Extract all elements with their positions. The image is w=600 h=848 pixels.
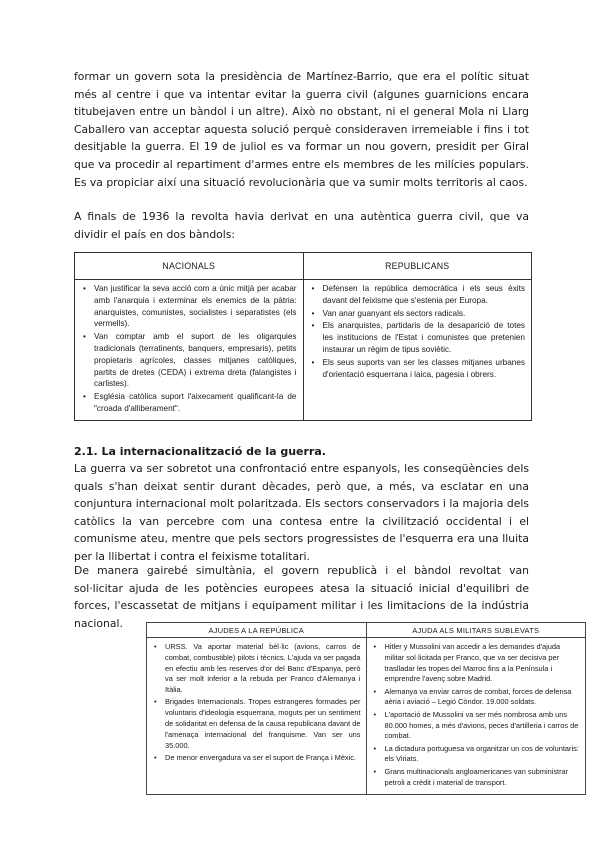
republica-cell [147, 638, 367, 795]
republicans-item: • Van anar guanyant els sectors radicals. [323, 308, 526, 320]
sublevats-cell [366, 638, 586, 795]
aid-table [146, 622, 586, 795]
nacionals-item: • Església catòlica suport l'aixecament qualificant-la de "croada d'alliberament". [94, 391, 297, 415]
section-paragraph-1: La guerra va ser sobretot una confrontació entre espanyols, les conseqüències dels quals s'han deixat sentir durant dècades, però que, a més, va esclatar en una conjuntura internacional molt polaritzada. Els sectors conservadors i la majoria dels catòlics la van percebre com una contesa entre la civilització occidental i el comunisme ateu, mentre que pels sectors progressistes de l'esquerra era una lluita per la llibertat i contra el feixisme totalitari. [74, 462, 529, 563]
republicans-item: • Els anarquistes, partidaris de la desaparició de totes les institucions de l'Estat i comunistes que pretenien instaurar un règim de tipus soviètic. [323, 320, 526, 355]
sublevats-item: • Hitler y Mussolini van accedir a les demandes d'ajuda militar sol·licitada per Franco, que va ser decisiva per traslladar les tropes del Marroc fins a la Península i emprendre l'avenç sobre Madrid. [385, 642, 581, 685]
sublevats-item: • Grans multinacionals angloamericanes van subministrar petroli a crèdit i material de transport. [385, 767, 581, 789]
republicans-cell [303, 280, 532, 421]
republica-header: AJUDES A LA REPÚBLICA [147, 623, 367, 638]
sublevats-item: • Alemanya va enviar carros de combat, forces de defensa aèria i aviació – Legió Còndor. 19.000 soldats. [385, 687, 581, 709]
intro-paragraph-1: formar un govern sota la presidència de Martínez-Barrio, que era el polític situat més al centre i que va intentar evitar la guerra civil (algunes guarnicions encara titubejaven entre un bàndol i un altre). Això no obstant, ni el general Mola ni Llarg Caballero van acceptar aquesta solució perquè consideraven irremeiable i fins i tot desitjable la guerra. El 19 de juliol es va formar un nou govern, presidit per Giral que va procedir al repartiment d'armes entre els membres de les milícies populars. Es va propiciar així una situació revolucionària que va sumir molts territoris al caos. [74, 70, 529, 189]
intro-paragraph-2: A finals de 1936 la revolta havia derivat en una autèntica guerra civil, que va dividir el país en dos bàndols: [74, 210, 529, 241]
republicans-item: • Defensen la república democràtica i els seus èxits davant del feixisme que s'estenia per Europa. [323, 283, 526, 307]
sublevats-item: • La dictadura portuguesa va organitzar un cos de voluntaris: els Viriats. [385, 744, 581, 766]
sublevats-item: • L'aportació de Mussolini va ser més nombrosa amb uns 80.000 homes, a més d'avions, peces d'artilleria i carros de combat. [385, 710, 581, 742]
sides-table [74, 252, 532, 421]
nacionals-header: NACIONALS [75, 253, 304, 280]
republica-item: • De menor envergadura va ser el suport de França i Mèxic. [165, 753, 361, 764]
section-heading: 2.1. La internacionalització de la guerra. [74, 445, 326, 458]
republica-item: • URSS. Va aportar material bèl·lic (avions, carros de combat, combustible) pilots i tècnics. L'ajuda va ser pagada en efectiu amb les reserves d'or del Banc d'Espanya, però va ser molt inferior a la rebuda per Franco d'Alemanya i Itàlia. [165, 642, 361, 696]
section-paragraph-2: De manera gairebé simultània, el govern republicà i el bàndol revoltat van sol·licitar ajuda de les potències europees atesa la situació inicial d'equilibri de forces, l'escassetat de mitjans i equipament militar i les limitacions de la indústria nacional. [74, 564, 529, 630]
sublevats-header: AJUDA ALS MILITARS SUBLEVATS [366, 623, 586, 638]
nacionals-cell [75, 280, 304, 421]
nacionals-item: • Van comptar amb el suport de les oligarquies tradicionals (terratinents, banquers, empresaris), petits propietaris agrícoles, classes mitjanes catòliques, partits de dretes (CEDA) i extrema dreta (falangistes i carlistes). [94, 331, 297, 390]
republicans-header: REPUBLICANS [303, 253, 532, 280]
nacionals-item: • Van justificar la seva acció com a únic mitjà per acabar amb l'anarquia i exterminar els enemics de la pàtria: anarquistes, comunistes, socialistes i separatistes (els vermells). [94, 283, 297, 330]
republicans-item: • Els seus suports van ser les classes mitjanes urbanes d'orientació esquerrana i laica, pagesia i obrers. [323, 357, 526, 381]
republica-item: • Brigades Internacionals. Tropes estrangeres formades per voluntaris d'ideologia esquerrana, moguts per un sentiment de solidaritat en defensa de la causa republicana davant de l'amenaça internacional del franquisme. Van ser uns 35.000. [165, 697, 361, 751]
